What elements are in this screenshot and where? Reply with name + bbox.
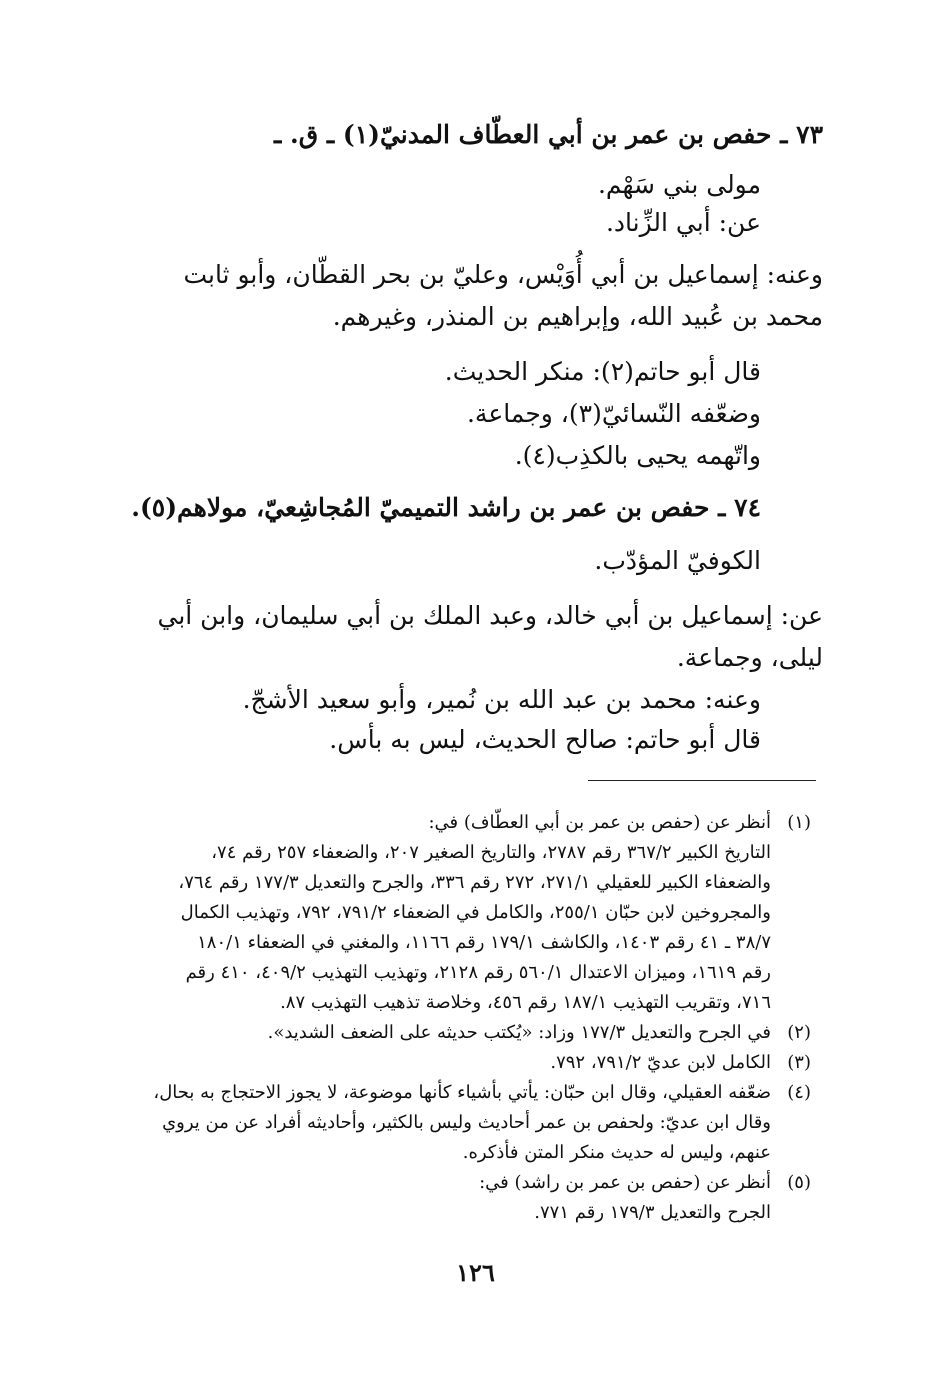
footnote-4-number: (٤) <box>787 1082 811 1103</box>
footnote-2 <box>121 1018 811 1048</box>
entry-74-anhu: وعنه: محمد بن عبد الله بن نُمير، وأبو سعيد الأشجّ. <box>242 685 761 714</box>
footnote-3-text: الكامل لابن عديّ ٧٩١/٢، ٧٩٢. <box>550 1052 771 1073</box>
footnote-4 <box>121 1078 811 1168</box>
footnote-1-line: والمجروخين لابن حبّان ٢٥٥/١، والكامل في الضعفاء ٧٩١/٢، ٧٩٢، وتهذيب الكمال <box>180 902 771 923</box>
entry-73-ittahamahu: واتّهمه يحيى بالكذِب(٤). <box>514 441 761 470</box>
entry-74-an-line2: ليلى، وجماعة. <box>676 643 823 672</box>
page-number: ١٢٦ <box>456 1258 495 1287</box>
footnote-1-line: والضعفاء الكبير للعقيلي ٢٧١/١، ٢٧٢ رقم ٣٣٦، والجرح والتعديل ١٧٧/٣ رقم ٧٦٤، <box>178 872 771 893</box>
footnote-5-line: الجرح والتعديل ١٧٩/٣ رقم ٧٧١. <box>534 1202 771 1223</box>
footnote-1 <box>121 808 811 1018</box>
footnote-3 <box>121 1048 811 1078</box>
footnote-4-line: ضعّفه العقيلي، وقال ابن حبّان: يأتي بأشياء كأنها موضوعة، لا يجوز الاحتجاج به بحال، <box>153 1082 771 1103</box>
footnote-5-number: (٥) <box>787 1172 811 1193</box>
footnote-2-text: في الجرح والتعديل ١٧٧/٣ وزاد: «يُكتب حديثه على الضعف الشديد». <box>267 1022 771 1043</box>
entry-73-an: عن: أبي الزِّناد. <box>605 208 761 237</box>
footnote-3-number: (٣) <box>787 1052 811 1073</box>
footnote-1-line: التاريخ الكبير ٣٦٧/٢ رقم ٢٧٨٧، والتاريخ الصغير ٢٠٧، والضعفاء ٢٥٧ رقم ٧٤، <box>211 842 771 863</box>
entry-74-an-line1: عن: إسماعيل بن أبي خالد، وعبد الملك بن أبي سليمان، وابن أبي <box>157 601 823 630</box>
footnote-2-number: (٢) <box>787 1022 811 1043</box>
entry-74-qala: قال أبو حاتم: صالح الحديث، ليس به بأس. <box>329 725 761 754</box>
footnote-1-line: ٣٨/٧ ـ ٤١ رقم ١٤٠٣، والكاشف ١٧٩/١ رقم ١١٦٦، والمغني في الضعفاء ١٨٠/١ <box>197 932 771 953</box>
entry-74-kufi: الكوفيّ المؤدّب. <box>594 546 761 575</box>
footnote-5 <box>121 1168 811 1228</box>
entry-73-daafahu: وضعّفه النّسائيّ(٣)، وجماعة. <box>466 399 761 428</box>
footnote-1-line: رقم ١٦١٩، وميزان الاعتدال ٥٦٠/١ رقم ٢١٢٨، وتهذيب التهذيب ٤٠٩/٢، ٤١٠ رقم <box>185 962 771 983</box>
entry-73-anhu-line1: وعنه: إسماعيل بن أبي أُوَيْس، وعليّ بن بحر القطّان، وأبو ثابت <box>183 260 823 289</box>
footnote-1-line: أنظر عن (حفص بن عمر بن أبي العطّاف) في: <box>428 812 771 833</box>
entry-74-heading: ٧٤ ـ حفص بن عمر بن راشد التميميّ المُجاشِعيّ، مولاهم(٥). <box>131 493 761 522</box>
footnote-4-line: وقال ابن عديّ: ولحفص بن عمر أحاديث وليس بالكثير، وأحاديثه أفراد عن من يروي <box>162 1112 771 1133</box>
footnote-4-line: عنهم، وليس له حديث منكر المتن فأذكره. <box>462 1142 771 1163</box>
footnote-1-line: ٧١٦، وتقريب التهذيب ١٨٧/١ رقم ٤٥٦، وخلاصة تذهيب التهذيب ٨٧. <box>280 992 771 1013</box>
entry-73-qala: قال أبو حاتم(٢): منكر الحديث. <box>444 357 761 386</box>
footnote-1-number: (١) <box>787 812 811 833</box>
footnote-5-line: أنظر عن (حفص بن عمر بن راشد) في: <box>479 1172 771 1193</box>
footnote-separator <box>588 780 816 781</box>
entry-73-anhu-line2: محمد بن عُبيد الله، وإبراهيم بن المنذر، وغيرهم. <box>332 302 823 331</box>
entry-73-heading: ٧٣ ـ حفص بن عمر بن أبي العطّاف المدنيّ(١) ـ ق. ـ <box>274 120 823 149</box>
entry-73-mawla: مولى بني سَهْم. <box>597 170 761 199</box>
